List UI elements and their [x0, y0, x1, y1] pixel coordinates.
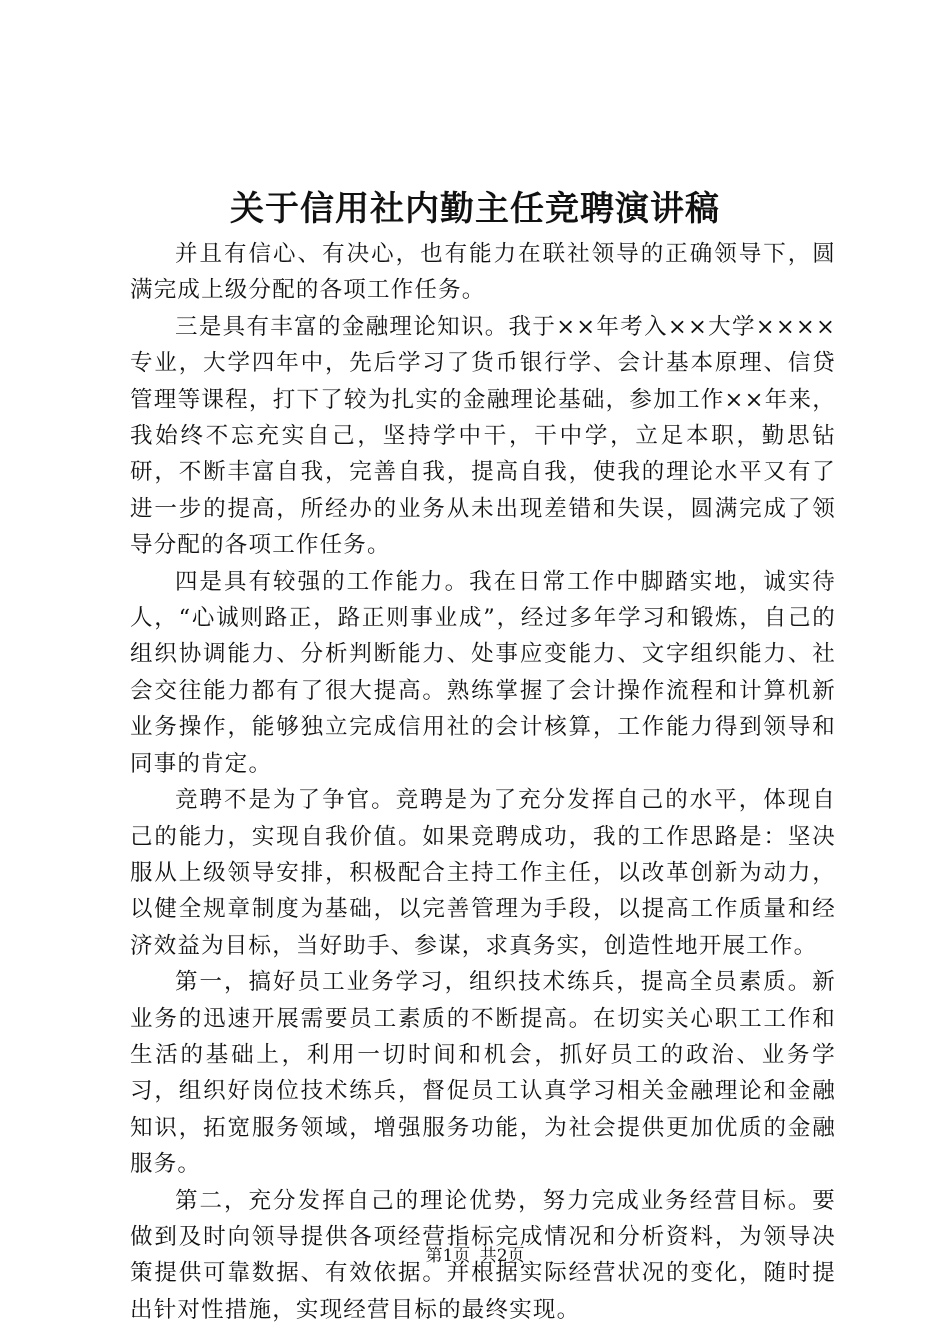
paragraph-2: 三是具有丰富的金融理论知识。我于××年考入××大学××××专业，大学四年中，先后学习了货币银行学、会计基本原理、信贷管理等课程，打下了较为扎实的金融理论基础，参加工作××年来，我始终不忘充实自己，坚持学中干，干中学，立足本职，勤思钻研，不断丰富自我，完善自我，提高自我，使我的理论水平又有了进一步的提高，所经办的业务从未出现差错和失误，圆满完成了领导分配的各项工作任务。 — [130, 313, 836, 559]
page-total: 共2页 — [479, 1246, 525, 1266]
document-body — [130, 236, 836, 1328]
paragraph-5: 第一，搞好员工业务学习，组织技术练兵，提高全员素质。新业务的迅速开展需要员工素质的不断提高。在切实关心职工工作和生活的基础上，利用一切时间和机会，抓好员工的政治、业务学习，组织好岗位技术练兵，督促员工认真学习相关金融理论和金融知识，拓宽服务领域，增强服务功能，为社会提供更加优质的金融服务。 — [130, 969, 836, 1178]
paragraph-6: 第二，充分发挥自己的理论优势，努力完成业务经营目标。要做到及时向领导提供各项经营指标完成情况和分析资料，为领导决策提供可靠数据、有效依据。并根据实际经营状况的变化，随时提出针对性措施，实现经营目标的最终实现。 — [130, 1187, 836, 1323]
paragraph-3: 四是具有较强的工作能力。我在日常工作中脚踏实地，诚实待人，“心诚则路正，路正则事业成”，经过多年学习和锻炼，自己的组织协调能力、分析判断能力、处事应变能力、文字组织能力、社会交往能力都有了很大提高。熟练掌握了会计操作流程和计算机新业务操作，能够独立完成信用社的会计核算，工作能力得到领导和同事的肯定。 — [130, 568, 836, 777]
page-footer — [0, 1244, 950, 1268]
paragraph-1: 并且有信心、有决心，也有能力在联社领导的正确领导下，圆满完成上级分配的各项工作任务。 — [130, 241, 836, 304]
document-title: 关于信用社内勤主任竞聘演讲稿 — [230, 189, 720, 229]
paragraph-4: 竞聘不是为了争官。竞聘是为了充分发挥自己的水平，体现自己的能力，实现自我价值。如果竞聘成功，我的工作思路是：坚决服从上级领导安排，积极配合主持工作主任，以改革创新为动力，以健全规章制度为基础，以完善管理为手段，以提高工作质量和经济效益为目标，当好助手、参谋，求真务实，创造性地开展工作。 — [130, 787, 836, 959]
page-number: 第1页 — [425, 1246, 471, 1266]
